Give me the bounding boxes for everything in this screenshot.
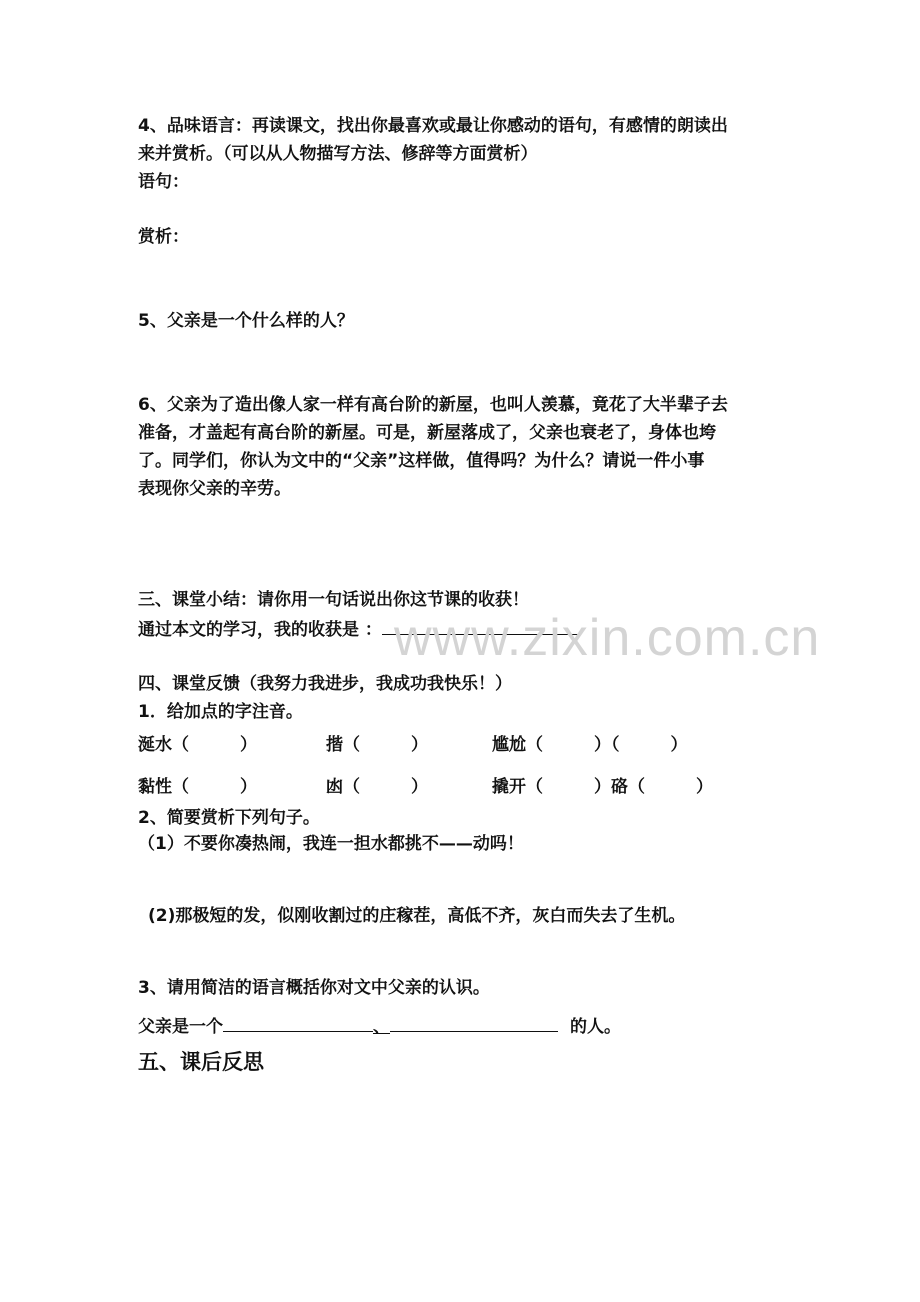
feedback-q1: 1．给加点的字注音。: [138, 702, 303, 722]
feedback-q3: 3、请用简洁的语言概括你对文中父亲的认识。: [138, 978, 490, 998]
fill-prefix: 父亲是一个: [138, 1017, 223, 1037]
reflection-heading: 五、课后反思: [138, 1050, 264, 1074]
feedback-fill-line: [138, 1015, 621, 1037]
q6-line3: 了。同学们，你认为文中的“父亲”这样做，值得吗？为什么？请说一件小事: [138, 451, 705, 471]
pinyin-item-4: 黏性（ ）: [138, 777, 257, 797]
watermark: www.zixin.com.cn: [394, 609, 821, 667]
pinyin-item-5: 凼（ ）: [326, 777, 428, 797]
pinyin-item-6: 撬开（ ）硌（ ）: [492, 777, 713, 797]
pinyin-item-3: 尴尬（ ）（ ）: [492, 735, 688, 755]
q4-analysis-label: 赏析：: [138, 227, 189, 247]
pinyin-item-1: 涎水（ ）: [138, 735, 257, 755]
summary-heading: 三、课堂小结：请你用一句话说出你这节课的收获！: [138, 590, 529, 610]
pinyin-item-2: 揩（ ）: [326, 735, 428, 755]
feedback-q2-sentence1: （1）不要你凑热闹，我连一担水都挑不——动吗！: [138, 834, 524, 854]
feedback-heading: 四、课堂反馈（我努力我进步，我成功我快乐！）: [138, 674, 512, 694]
feedback-q2: 2、简要赏析下列句子。: [138, 808, 320, 828]
q4-sentence-label: 语句：: [138, 172, 189, 192]
q4-line1: 4、品味语言：再读课文，找出你最喜欢或最让你感动的语句，有感情的朗读出: [138, 116, 728, 136]
fill-blank-1: [223, 1015, 373, 1032]
fill-separator: 、: [373, 1017, 390, 1037]
fill-suffix: 的人。: [570, 1017, 621, 1037]
q6-line1: 6、父亲为了造出像人家一样有高台阶的新屋，也叫人羡慕，竟花了大半辈子去: [138, 395, 728, 415]
q6-line4: 表现你父亲的辛劳。: [138, 479, 291, 499]
summary-line-text: 通过本文的学习，我的收获是 ：: [138, 620, 382, 640]
fill-blank-2: [390, 1015, 558, 1032]
q6-line2: 准备，才盖起有高台阶的新屋。可是，新屋落成了，父亲也衰老了，身体也垮: [138, 423, 716, 443]
feedback-q2-sentence2: (2)那极短的发，似刚收割过的庄稼茬，高低不齐，灰白而失去了生机。: [148, 906, 686, 926]
q5-question: 5、父亲是一个什么样的人？: [138, 311, 354, 331]
q4-line2: 来并赏析。（可以从人物描写方法、修辞等方面赏析）: [138, 144, 538, 164]
